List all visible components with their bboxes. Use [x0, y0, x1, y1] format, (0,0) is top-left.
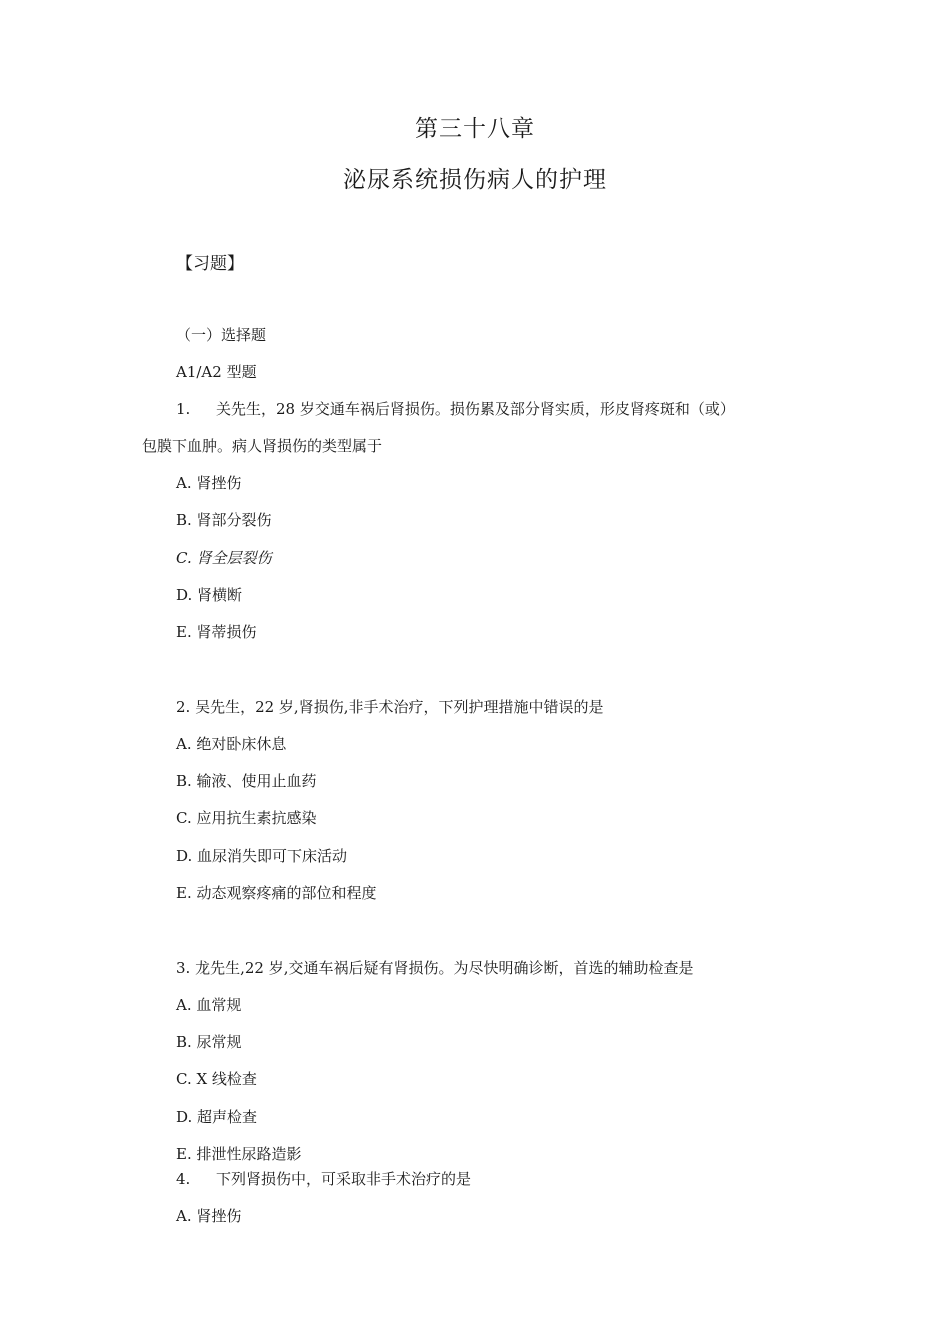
question-3-option-b: B. 尿常规	[176, 1033, 242, 1051]
question-4-option-a: A. 肾挫伤	[176, 1207, 242, 1225]
question-3-option-c: C. X 线检查	[176, 1070, 257, 1088]
question-3-option-d: D. 超声检查	[176, 1108, 258, 1126]
question-2-option-a: A. 绝对卧床休息	[176, 735, 287, 753]
question-1-option-b: B. 肾部分裂伤	[176, 511, 272, 529]
question-1-stem	[176, 399, 735, 419]
question-3-stem: 3. 龙先生,22 岁,交通车祸后疑有肾损伤。为尽快明确诊断，首选的辅助检查是	[176, 959, 694, 977]
question-type-label: A1/A2 型题	[176, 363, 257, 381]
question-4-number: 4.	[176, 1170, 191, 1188]
question-1-stem-line2: 包膜下血肿。病人肾损伤的类型属于	[142, 437, 383, 455]
section-label: 【习题】	[176, 254, 244, 274]
question-4-stem-row	[176, 1169, 471, 1189]
question-2-option-e: E. 动态观察疼痛的部位和程度	[176, 884, 377, 902]
question-1-number: 1.	[176, 400, 191, 418]
question-3-option-a: A. 血常规	[176, 996, 242, 1014]
question-1-option-e: E. 肾蒂损伤	[176, 623, 257, 641]
question-3-option-e: E. 排泄性尿路造影	[176, 1145, 302, 1163]
question-1-option-a: A. 肾挫伤	[176, 474, 242, 492]
question-2-option-b: B. 输液、使用止血药	[176, 772, 317, 790]
chapter-title: 泌尿系统损伤病人的护理	[343, 167, 607, 193]
question-1-option-c: C. 肾全层裂伤	[176, 549, 272, 567]
question-2-stem: 2. 吴先生，22 岁,肾损伤,非手术治疗，下列护理措施中错误的是	[176, 698, 604, 716]
chapter-heading: 第三十八章	[415, 116, 535, 142]
question-1-option-d: D. 肾横断	[176, 586, 243, 604]
question-2-option-d: D. 血尿消失即可下床活动	[176, 847, 348, 865]
question-4-stem: 下列肾损伤中，可采取非手术治疗的是	[216, 1170, 472, 1188]
question-1-stem-line1: 关先生，28 岁交通车祸后肾损伤。损伤累及部分肾实质，形皮肾疼斑和（或）	[216, 400, 735, 418]
question-2-option-c: C. 应用抗生素抗感染	[176, 809, 317, 827]
subsection-heading: （一）选择题	[176, 326, 267, 344]
